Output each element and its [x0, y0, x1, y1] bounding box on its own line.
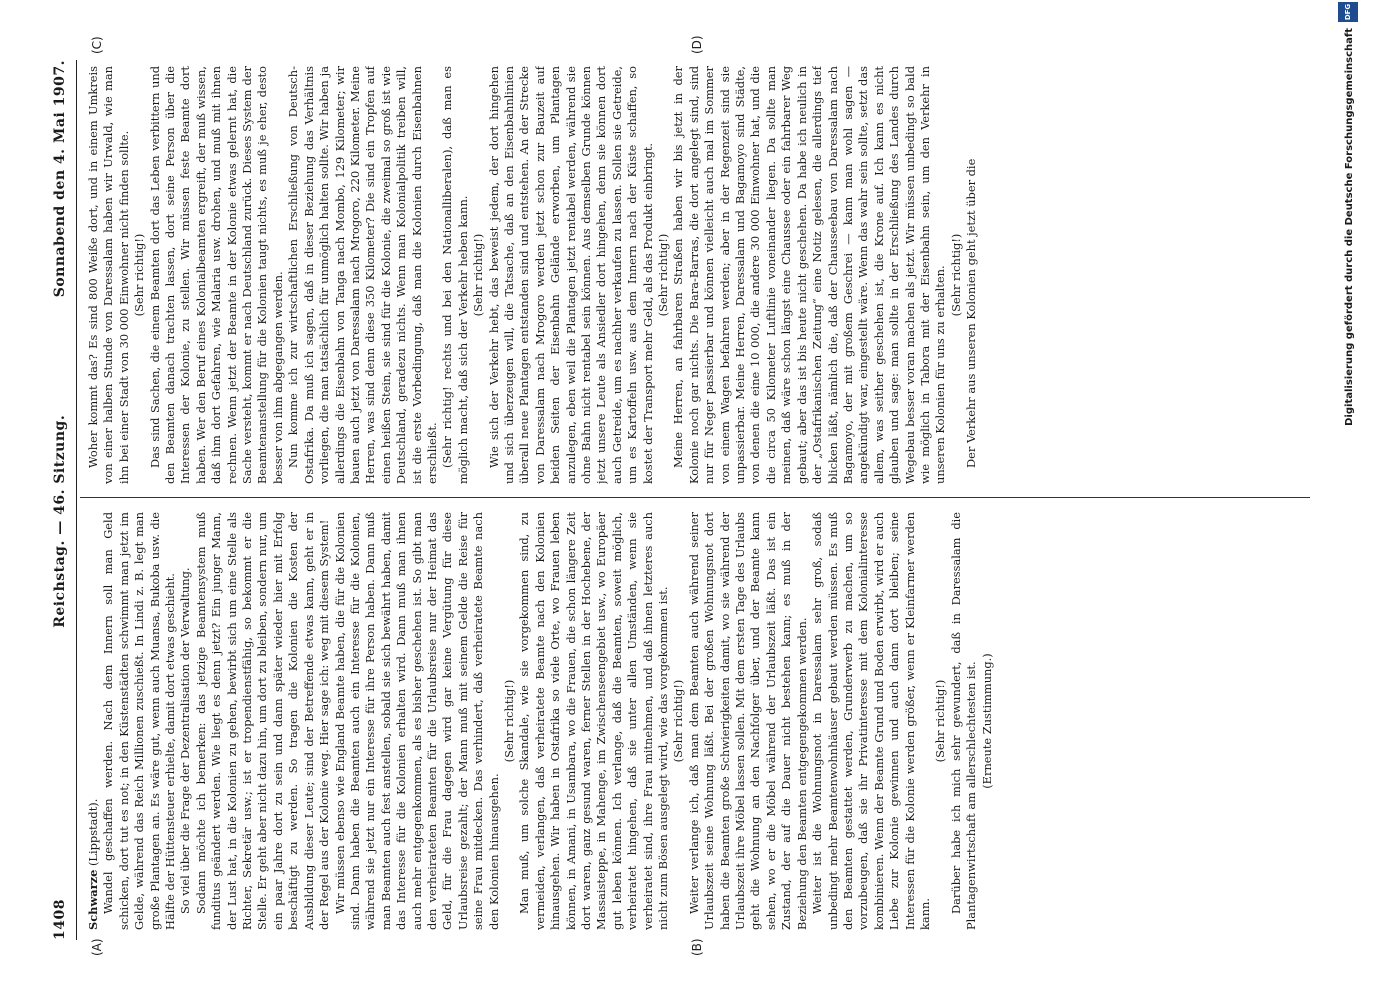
- margin-marker-a: (A): [90, 938, 104, 956]
- running-header: [52, 60, 76, 940]
- interjection: (Sehr richtig!): [471, 233, 486, 317]
- paragraph: Wie sich der Verkehr hebt, das beweist jedem, der dort hingehen und sich überzeugen will, die Tatsache, daß an den Eisenbahnlinien überall neue Plantagen entstanden sind und entstehen. An der Strecke von Daressalam nach Mrogoro werden jetzt schon zur Bauzeit auf beiden Seiten der Eisenbahn Gelände erworben, um Plantagen anzulegen, eben weil die Plantagen jetzt rentabel werden, während sie ohne Bahn nicht rentabel sein können. Aus demselben Grunde können jetzt unsere Leute als Ansiedler dort hingehen, denn sie können dort auch Getreide, um es nachher verkaufen zu lassen. Sollen sie Getreide, um es Kartoffeln usw. aus dem Innern nach der Küste schaffen, so kostet der Transport mehr Geld, als das Produkt einbringt.: [486, 66, 655, 484]
- paragraph: Man muß, um solche Skandale, wie sie vorgekommen sind, zu vermeiden, verlangen, daß verheiratete Beamte nach den Kolonien hinausgehen. Wir haben in Ostafrika so viele Orte, wo Frauen leben können, in Amani, in Usambara, wo die Frauen, die schon längere Zeit dort waren, ganz gesund waren, ferner Stellen in der Hochebene, der Massaisteppe, in Mahenge, im Zwischenseengebiet usw., wo Europäer gut leben können. Ich verlange, daß die Beamten, soweit möglich, verheiratet hingehen, daß sie unter allen Umständen, wenn sie verheiratet sind, ihre Frau mitnehmen, und daß ihnen letzteres auch nicht zum Bösen ausgelegt wird, wie das vorgekommen ist.: [517, 512, 671, 930]
- paragraph: Sodann möchte ich bemerken: das jetzige Beamtensystem muß funditus geändert werden. Wie liegt es denn jetzt? Ein junger Mann, der Lust hat, in die Kolonien zu gehen, bewirbt sich um eine Stelle als Richter, Sekretär usw.; ist er tropendienstfähig, so bekommt er die Stelle. Er geht aber nicht dazu hin, um dort zu bleiben, sondern nur, um ein paar Jahre dort zu sein und dann später wieder hier mit Erfolg beschäftigt zu werden. So tragen die Kolonien die Kosten der Ausbildung dieser Leute; sind der Betreffende etwas kann, geht er in der Regel aus der Kolonie weg. Hier sage ich: weg mit diesem System!: [193, 512, 332, 930]
- paragraph: Wir müssen ebenso wie England Beamte haben, die für die Kolonien sind. Dann haben die Beamten auch ein Interesse für die Kolonien, während sie jetzt nur ein Interesse für ihre Person haben. Dann muß man Beamten auch fest anstellen, sobald sie sich bewährt haben, damit das Interesse für die Kolonien erhalten wird. Dann muß man ihnen auch mehr entgegenkommen, als es bisher geschehen ist. So gibt man den verheirateten Beamten für die Urlaubsreise nur der Heimat das Geld, für die Frau dagegen wird gar keine Vergütung für diese Urlaubsreise gezahlt; der Mann muß mit seinem Gelde die Reise für seine Frau mitdecken. Das verhindert, daß verheiratete Beamte nach den Kolonien hinausgehen.: [332, 512, 501, 930]
- paragraph: Meine Herren, an fahrbaren Straßen haben wir bis jetzt in der Kolonie noch gar nichts. Die Bara-Barras, die dort angelegt sind, sind nur für Neger passierbar und können vielleicht auch mal im Sommer von einem Wagen befahren werden; aber in der Regenzeit sind sie unpassierbar. Meine Herren, Daressalam und Bagamoyo sind Städte, von denen die eine 10 000, die andere 30 000 Einwohner hat, und die die circa 50 Kilometer Luftlinie voneinander liegen. Da sollte man meinen, daß wäre schon längst eine Chaussee oder ein fahrbarer Weg gebaut; aber das ist bis heute nicht geschehen. Da habe ich neulich in der „Ostafrikanischen Zeitung“ eine Notiz gelesen, die allerdings tief blicken läßt, nämlich die, daß der Chausseebau von Daressalam nach Bagamoyo, der mit großem Geschrei — kann man wohl sagen — angekündigt war, eingestellt wäre. Wenn das wahr sein sollte, setzt das allem, was seither geschehen ist, die Krone auf. Ich kann es nicht glauben und sage: man sollte in der Erschließung des Landes durch Wegebau besser voran machen als jetzt. Wir müssen unbedingt so bald wie möglich in Tabora mit der Eisenbahn sein, um den Verkehr in unseren Kolonien für uns zu erhalten.: [671, 66, 948, 484]
- paragraph: So viel über die Frage der Dezentralisation der Verwaltung.: [178, 567, 193, 914]
- dfg-logo: DFG: [1338, 2, 1358, 22]
- paragraph: Wandel geschaffen werden. Nach dem Innern soll man Geld schicken, dort tut es not; in den Küstenstädten schwimmt man jetzt im Gelde, während das Reich Millionen zuschießt. In Lindi z. B. legt man große Plantagen an. Es wäre gut, wenn auch Muansa, Bukoba usw. die Hälfte der Hüttensteuer erhielte, damit dort etwas geschieht.: [101, 512, 178, 930]
- paragraph: Das sind Sachen, die einem Beamten dort das Leben verbittern und den Beamten danach trachten lassen, dort seine Person über die Interessen der Kolonie, zu stellen. Wir müssen feste Beamte dort haben. Wer den Beruf eines Kolonialbeamten ergreift, der muß wissen, daß ihm dort Gefahren, wie Malaria usw. drohen, und muß mit ihnen rechnen. Wenn jetzt der Beamte in der Kolonie etwas gelernt hat, die Sache versteht, kommt er nach Deutschland zurück. Dieses System der Beamtenanstellung für die Kolonien taugt nichts, es muß je eher, desto besser von ihm abgegangen werden.: [147, 66, 285, 484]
- interjection: (Sehr richtig!): [933, 679, 948, 763]
- interjection: (Sehr richtig!): [132, 233, 147, 317]
- digitization-credit: [1340, 0, 1364, 1000]
- column-divider: [80, 497, 1310, 498]
- session-title: Reichstag. — 46. Sitzung.: [52, 414, 68, 628]
- paragraph: Der Verkehr aus unseren Kolonien geht jetzt über die: [964, 158, 979, 468]
- page-number: 1408: [52, 899, 68, 940]
- margin-marker-d: (D): [690, 35, 704, 54]
- speaker-party: (Lippstadt).: [86, 798, 100, 870]
- paragraph: Nun komme ich zur wirtschaftlichen Erschließung von Deutsch-Ostafrika. Da muß ich sagen, daß in dieser Beziehung das Verhältnis vorliegen, die man tatsächlich für unmöglich halten sollte. Wir haben ja allerdings die Eisenbahn von Tanga nach Mombo, 129 Kilometer; wir bauen auch jetzt von Daressalam nach Mrogoro, 220 Kilometer. Meine Herren, was sind denn diese 350 Kilometer? Die sind ein Tropfen auf einen heißen Stein, sie sind für die Kolonie, die zweimal so groß ist wie Deutschland, geradezu nichts. Wenn man Kolonialpolitik treiben will, ist die erste Vorbedingung, daß man die Kolonien durch Eisenbahnen erschließt.: [286, 66, 439, 484]
- speaker-line: [86, 512, 101, 930]
- left-column: [86, 512, 1316, 930]
- paragraph: Weiter verlange ich, daß man dem Beamten auch während seiner Urlaubszeit seine Wohnung läßt. Bei der großen Wohnungsnot dort haben die Beamten große Schwierigkeiten damit, wo sie während der Urlaubszeit ihre Möbel lassen sollen. Mit dem ersten Tage des Urlaubs geht die Wohnung an den Nachfolger über, und der Beamte kann sehen, wo er die Möbel während der Urlaubszeit läßt. Das ist ein Zustand, der auf die Dauer nicht bestehen kann; es muß in der Beziehung den Beamten entgegengekommen werden.: [686, 512, 809, 930]
- credit-text: Digitalisierung gefördert durch die Deutsche Forschungsgemeinschaft: [1344, 28, 1355, 426]
- interjection: (Sehr richtig!): [671, 679, 686, 763]
- interjection: (Sehr richtig!): [948, 233, 963, 317]
- header-rule: [76, 60, 77, 940]
- paragraph: Darüber habe ich mich sehr gewundert, daß in Daressalam die Plantagenwirtschaft am allerschlechtesten ist.: [948, 512, 979, 930]
- session-date: Sonnabend den 4. Mai 1907.: [52, 60, 68, 298]
- paragraph: (Sehr richtig! rechts und bei den Nationalliberalen), daß man es möglich macht, daß sich der Verkehr heben kann.: [440, 66, 470, 484]
- interjection: (Erneute Zustimmung.): [979, 653, 994, 789]
- margin-marker-b: (B): [690, 938, 704, 956]
- paragraph: Weiter ist die Wohnungsnot in Daressalam sehr groß, sodaß unbedingt mehr Beamtenwohnhäuser gebaut werden müssen. Es muß den Beamten gestattet werden, Grunderwerb zu machen, um so vorzubeugen, daß sie ihr Privatinteresse mit dem Kolonialinteresse kombinieren. Wenn der Beamte Grund und Boden erwirbt, wird er auch Liebe zur Kolonie gewinnen und auch dann dort bleiben; seine Interessen für die Kolonie werden größer, wenn er Kleinfarmer werden kann.: [810, 512, 932, 930]
- right-column: [86, 66, 1316, 484]
- interjection: (Sehr richtig!): [501, 679, 516, 763]
- paragraph: Woher kommt das? Es sind 800 Weiße dort, und in einem Umkreis von einer halben Stunde von Daressalam haben wir Urwald, wie man ihn bei einer Stadt von 30 000 Einwohner nicht finden sollte.: [86, 66, 131, 484]
- interjection: (Sehr richtig!): [656, 233, 671, 317]
- speaker-name: Schwarze: [86, 869, 100, 930]
- margin-marker-c: (C): [90, 36, 104, 54]
